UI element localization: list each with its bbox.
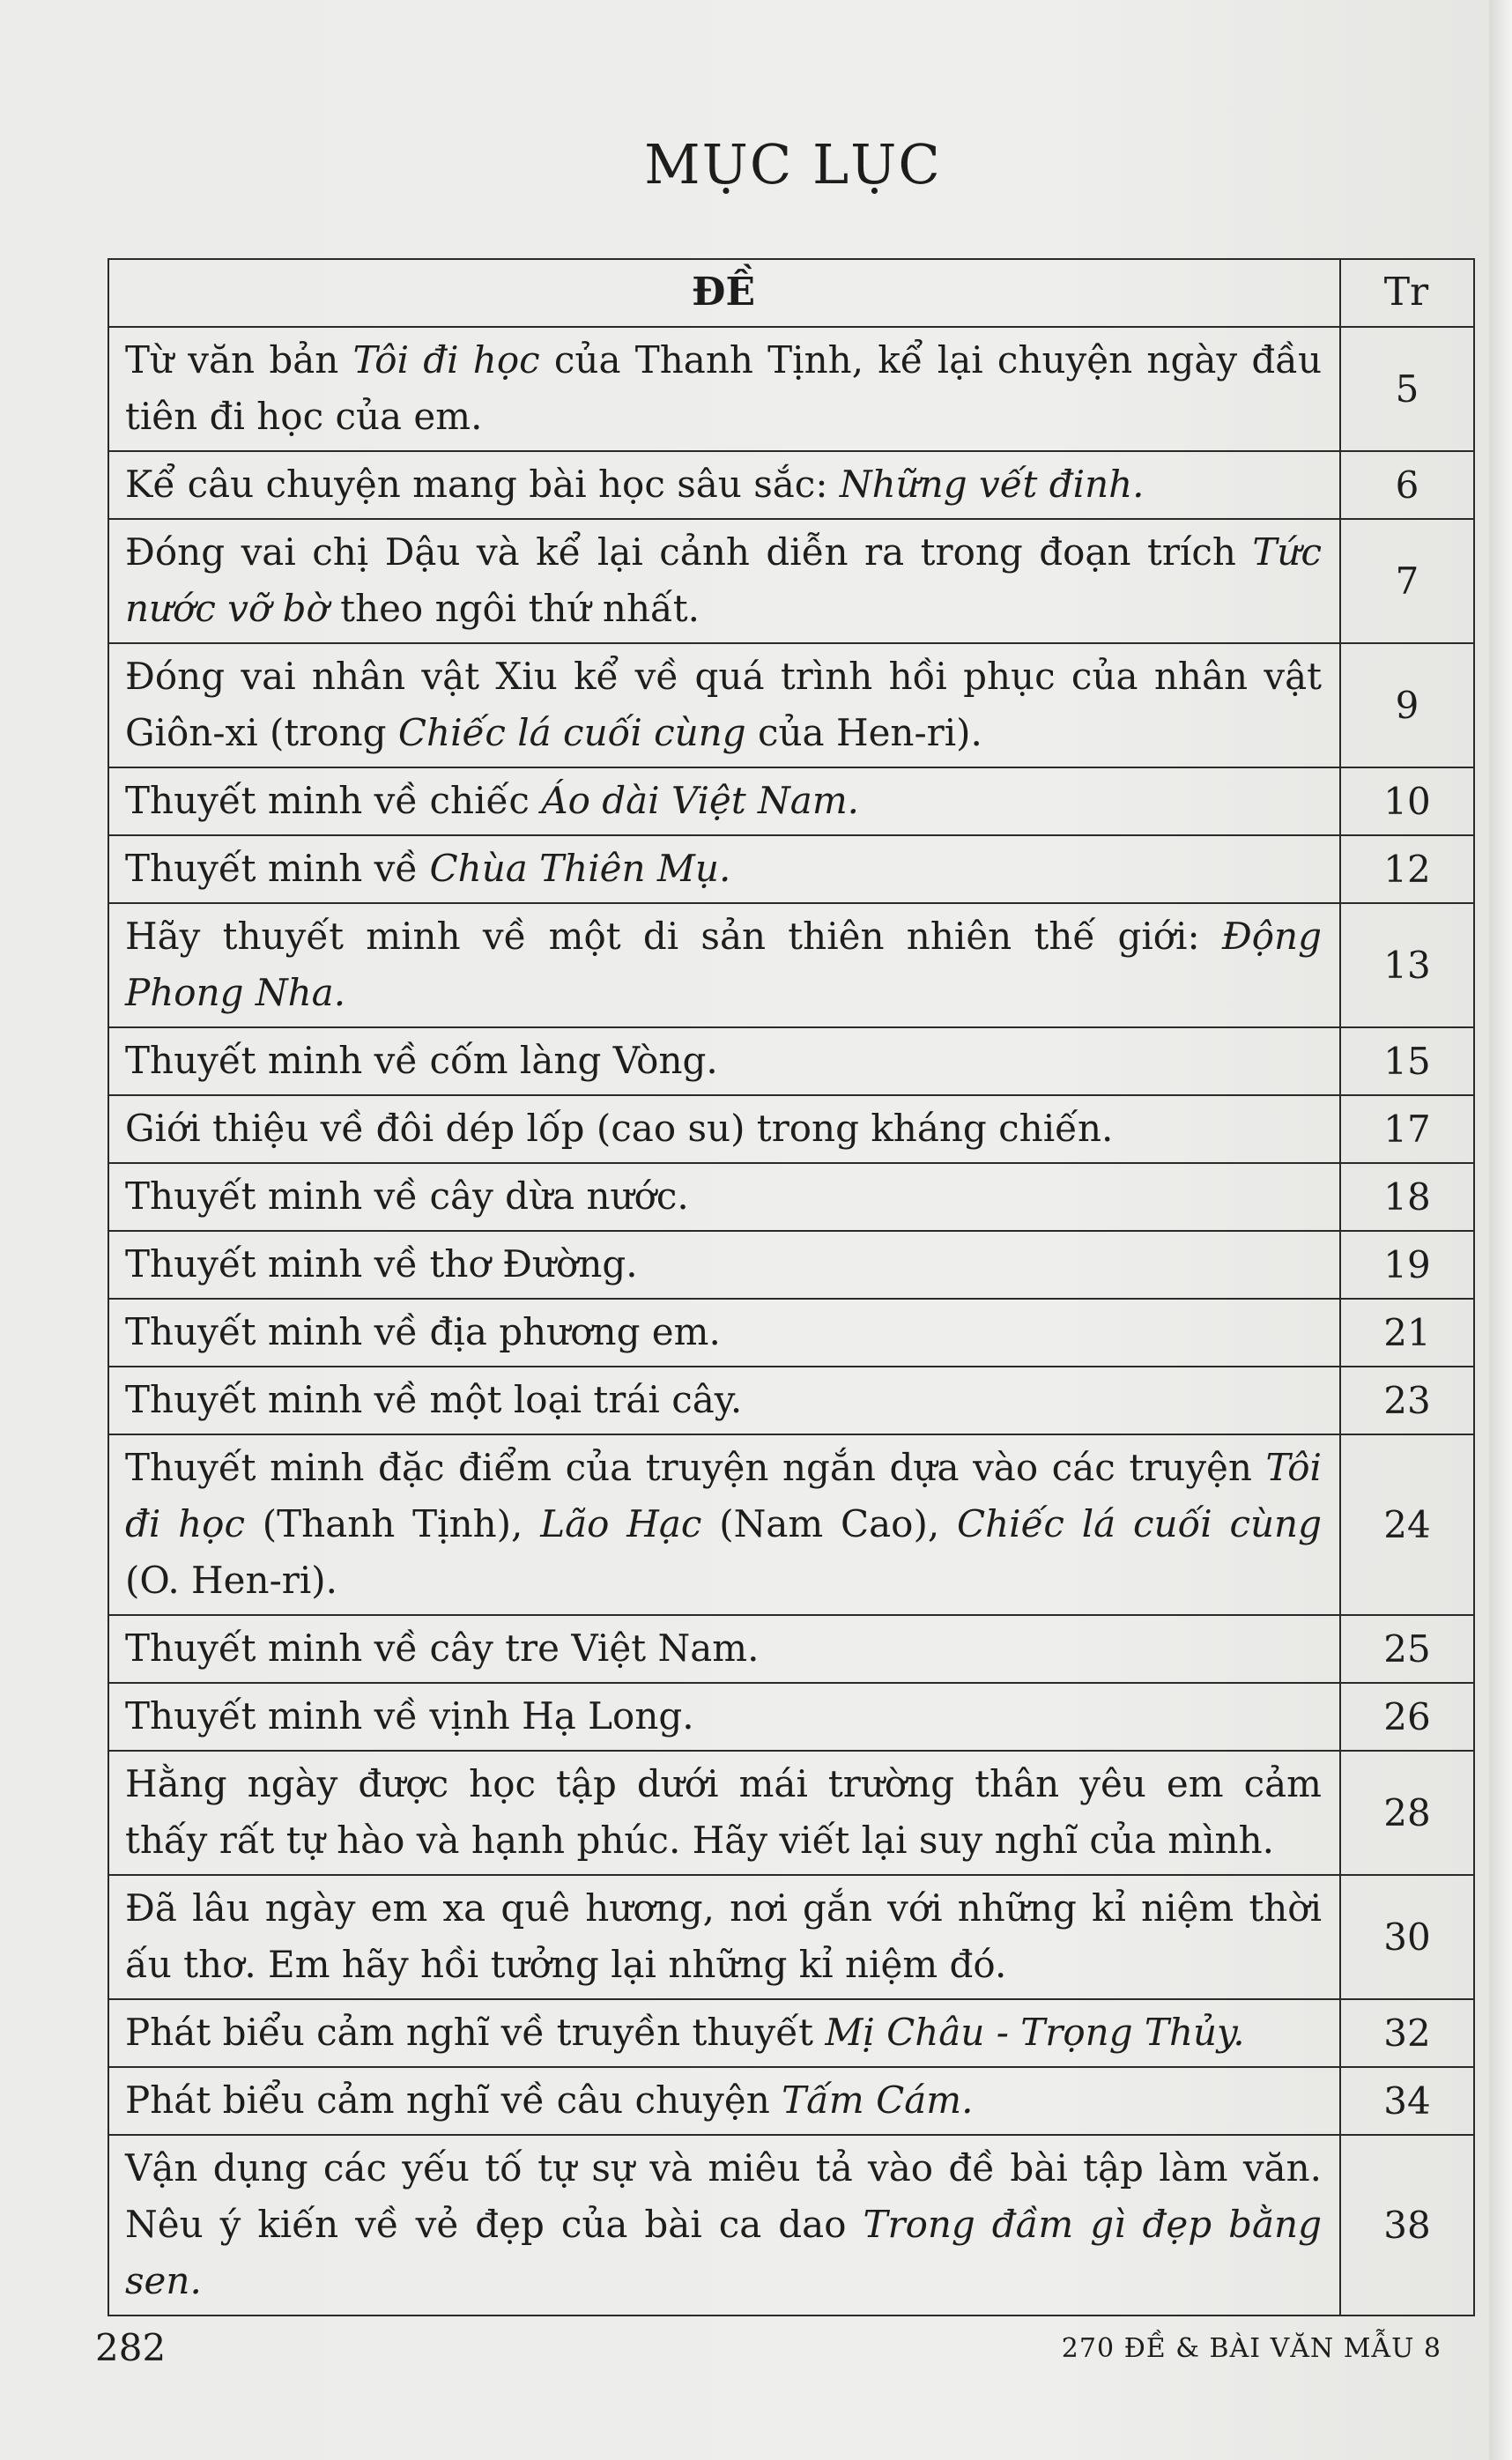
- toc-entry-title: [108, 1163, 1340, 1231]
- toc-entry-title: [108, 1875, 1340, 1999]
- toc-body: [108, 327, 1474, 2316]
- toc-row[interactable]: [108, 767, 1474, 835]
- toc-entry-text: Thuyết minh về một loại trái cây.: [125, 1378, 743, 1421]
- toc-entry-text: Thuyết minh về chiếc: [125, 779, 542, 822]
- toc-row[interactable]: [108, 1163, 1474, 1231]
- toc-entry-page: 28: [1340, 1751, 1474, 1875]
- toc-entry-text: (O. Hen-ri).: [125, 1559, 338, 1602]
- toc-entry-italic: Động Phong Nha.: [125, 915, 1322, 1014]
- toc-entry-text: Giới thiệu về đôi dép lốp (cao su) trong kháng chiến.: [125, 1107, 1114, 1150]
- toc-entry-title: [108, 903, 1340, 1027]
- toc-entry-page: 5: [1340, 327, 1474, 451]
- toc-entry-text: Phát biểu cảm nghĩ về câu chuyện: [125, 2078, 782, 2122]
- toc-row[interactable]: [108, 903, 1474, 1027]
- toc-row[interactable]: [108, 1999, 1474, 2067]
- toc-entry-title: [108, 1434, 1340, 1615]
- toc-entry-text: Đóng vai chị Dậu và kể lại cảnh diễn ra trong đoạn trích: [125, 530, 1253, 574]
- toc-entry-italic: Tức nước vỡ bờ: [125, 530, 1322, 630]
- book-title: 270 ĐỀ & BÀI VĂN MẪU 8: [1061, 2333, 1442, 2364]
- toc-row[interactable]: [108, 327, 1474, 451]
- toc-entry-page: 17: [1340, 1095, 1474, 1163]
- toc-entry-text: Hằng ngày được học tập dưới mái trường thân yêu em cảm thấy rất tự hào và hạnh phúc. Hãy viết lại suy nghĩ của mình.: [125, 1762, 1322, 1862]
- toc-entry-italic: Chùa Thiên Mụ.: [429, 847, 731, 890]
- toc-table: [107, 258, 1475, 2316]
- toc-entry-text: Thuyết minh về thơ Đường.: [125, 1242, 638, 1286]
- toc-entry-text: Từ văn bản: [125, 338, 353, 382]
- toc-row[interactable]: [108, 1683, 1474, 1751]
- toc-entry-text: Thuyết minh đặc điểm của truyện ngắn dựa vào các truyện: [125, 1446, 1266, 1489]
- toc-entry-text: Thuyết minh về địa phương em.: [125, 1310, 721, 1353]
- toc-entry-text: Thuyết minh về vịnh Hạ Long.: [125, 1694, 694, 1738]
- toc-entry-italic: Lão Hạc: [540, 1502, 702, 1545]
- toc-entry-page: 21: [1340, 1299, 1474, 1367]
- toc-entry-title: [108, 1231, 1340, 1299]
- toc-row[interactable]: [108, 451, 1474, 519]
- toc-row[interactable]: [108, 643, 1474, 767]
- toc-entry-text: (Thanh Tịnh),: [244, 1502, 541, 1545]
- toc-entry-text: Thuyết minh về: [125, 847, 430, 890]
- toc-row[interactable]: [108, 1367, 1474, 1434]
- toc-entry-italic: Mị Châu - Trọng Thủy.: [825, 2011, 1245, 2054]
- toc-entry-title: [108, 327, 1340, 451]
- toc-entry-text: Vận dụng các yếu tố tự sự và miêu tả vào đề bài tập làm văn. Nêu ý kiến về vẻ đẹp của bài ca dao: [125, 2146, 1322, 2246]
- toc-entry-page: 38: [1340, 2135, 1474, 2316]
- toc-entry-italic: Áo dài Việt Nam.: [541, 779, 860, 822]
- toc-entry-italic: Trong đầm gì đẹp bằng sen.: [125, 2203, 1322, 2302]
- toc-entry-title: [108, 1683, 1340, 1751]
- toc-entry-page: 18: [1340, 1163, 1474, 1231]
- toc-entry-title: [108, 1299, 1340, 1367]
- toc-entry-italic: Chiếc lá cuối cùng: [397, 711, 746, 754]
- toc-entry-page: 19: [1340, 1231, 1474, 1299]
- toc-entry-text: (Nam Cao),: [701, 1502, 957, 1545]
- toc-row[interactable]: [108, 1875, 1474, 1999]
- page-number: 282: [95, 2326, 167, 2369]
- toc-row[interactable]: [108, 1615, 1474, 1683]
- toc-entry-page: 9: [1340, 643, 1474, 767]
- toc-entry-page: 6: [1340, 451, 1474, 519]
- toc-entry-text: Đã lâu ngày em xa quê hương, nơi gắn với những kỉ niệm thời ấu thơ. Em hãy hồi tưởng lại những kỉ niệm đó.: [125, 1886, 1322, 1986]
- toc-row[interactable]: [108, 835, 1474, 903]
- toc-entry-page: 12: [1340, 835, 1474, 903]
- toc-header-page: Tr: [1340, 259, 1474, 327]
- toc-row[interactable]: [108, 2067, 1474, 2135]
- toc-header-row: [108, 259, 1474, 327]
- toc-entry-title: [108, 2067, 1340, 2135]
- page-edge: [1489, 0, 1512, 2460]
- toc-entry-title: [108, 643, 1340, 767]
- toc-row[interactable]: [108, 1434, 1474, 1615]
- toc-header-topic: ĐỀ: [108, 259, 1340, 327]
- toc-row[interactable]: [108, 1751, 1474, 1875]
- toc-entry-title: [108, 1095, 1340, 1163]
- toc-entry-page: 32: [1340, 1999, 1474, 2067]
- toc-entry-italic: Chiếc lá cuối cùng: [956, 1502, 1322, 1545]
- toc-entry-page: 15: [1340, 1027, 1474, 1095]
- toc-entry-page: 7: [1340, 519, 1474, 643]
- toc-entry-title: [108, 835, 1340, 903]
- toc-entry-title: [108, 767, 1340, 835]
- toc-entry-title: [108, 451, 1340, 519]
- toc-entry-italic: Tấm Cám.: [782, 2078, 974, 2122]
- toc-row[interactable]: [108, 519, 1474, 643]
- toc-entry-page: 25: [1340, 1615, 1474, 1683]
- toc-entry-page: 30: [1340, 1875, 1474, 1999]
- toc-entry-text: Đóng vai nhân vật Xiu kể về quá trình hồi phục của nhân vật Giôn-xi (trong: [125, 655, 1322, 754]
- toc-entry-text: Phát biểu cảm nghĩ về truyền thuyết: [125, 2011, 826, 2054]
- toc-entry-text: của Hen-ri).: [745, 711, 982, 754]
- toc-entry-text: của Thanh Tịnh, kể lại chuyện ngày đầu tiên đi học của em.: [125, 338, 1322, 438]
- toc-entry-title: [108, 1999, 1340, 2067]
- toc-entry-title: [108, 519, 1340, 643]
- toc-entry-page: 24: [1340, 1434, 1474, 1615]
- toc-entry-title: [108, 1615, 1340, 1683]
- toc-entry-page: 13: [1340, 903, 1474, 1027]
- toc-entry-text: Thuyết minh về cây tre Việt Nam.: [125, 1626, 760, 1670]
- toc-row[interactable]: [108, 2135, 1474, 2316]
- toc-entry-text: theo ngôi thứ nhất.: [328, 587, 700, 630]
- toc-entry-page: 26: [1340, 1683, 1474, 1751]
- toc-entry-text: Kể câu chuyện mang bài học sâu sắc:: [125, 463, 840, 506]
- toc-entry-italic: Tôi đi học: [352, 338, 540, 382]
- toc-entry-italic: Tôi đi học: [125, 1446, 1322, 1545]
- toc-entry-text: Hãy thuyết minh về một di sản thiên nhiên thế giới:: [125, 915, 1222, 958]
- toc-entry-page: 34: [1340, 2067, 1474, 2135]
- toc-entry-page: 10: [1340, 767, 1474, 835]
- toc-row[interactable]: [108, 1095, 1474, 1163]
- toc-entry-italic: Những vết đinh.: [839, 463, 1145, 506]
- toc-entry-text: Thuyết minh về cốm làng Vòng.: [125, 1039, 718, 1082]
- toc-entry-title: [108, 1367, 1340, 1434]
- toc-entry-page: 23: [1340, 1367, 1474, 1434]
- toc-entry-text: Thuyết minh về cây dừa nước.: [125, 1174, 689, 1218]
- toc-row[interactable]: [108, 1299, 1474, 1367]
- toc-row[interactable]: [108, 1231, 1474, 1299]
- page-title: MỤC LỤC: [644, 132, 942, 196]
- toc-row[interactable]: [108, 1027, 1474, 1095]
- toc-entry-title: [108, 2135, 1340, 2316]
- toc-entry-title: [108, 1027, 1340, 1095]
- toc-entry-title: [108, 1751, 1340, 1875]
